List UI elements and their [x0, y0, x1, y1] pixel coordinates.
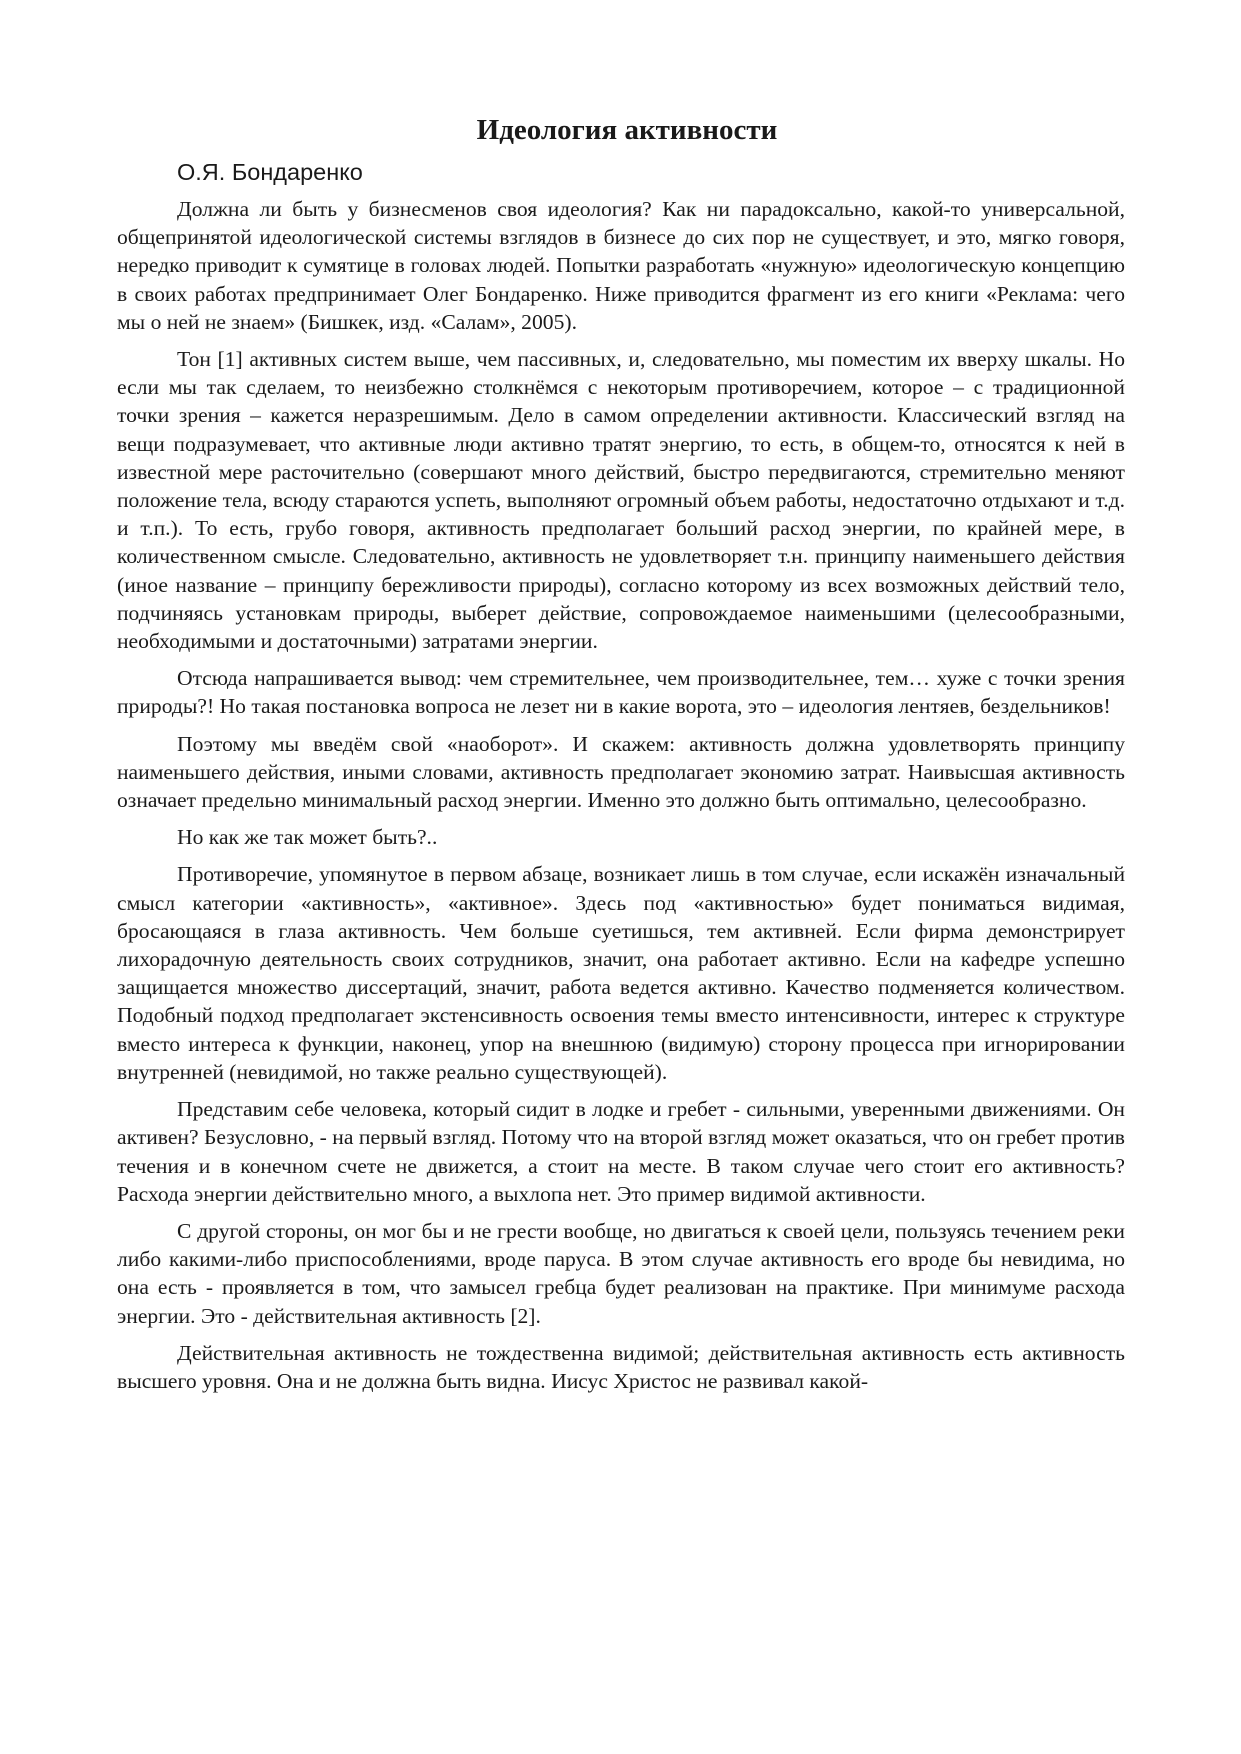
document-page: [117, 112, 1125, 1404]
paragraph-contradiction: Противоречие, упомянутое в первом абзаце, возникает лишь в том случае, если искажён изначальный смысл категории «активность», «активное». Здесь под «активностью» будет пониматься видимая, бросающаяся в глаза активность. Чем больше суетишься, тем активней. Если фирма демонстрирует лихорадочную деятельность своих сотрудников, значит, она работает активно. Если на кафедре успешно защищается множество диссертаций, значит, работа ведется активно. Качество подменяется количеством. Подобный подход предполагает экстенсивность освоения темы вместо интенсивности, интерес к структуре вместо интереса к функции, наконец, упор на внешнюю (видимую) сторону процесса при игнорировании внутренней (невидимой, но также реально существующей).: [117, 862, 1125, 1084]
paragraph-tone: Тон [1] активных систем выше, чем пассивных, и, следовательно, мы поместим их вверху шкалы. Но если мы так сделаем, то неизбежно столкнёмся с некоторым противоречием, которое – с традиционной точки зрения – кажется неразрешимым. Дело в самом определении активности. Классический взгляд на вещи подразумевает, что активные люди активно тратят энергию, то есть, в общем-то, относятся к ней в известной мере расточительно (совершают много действий, быстро передвигаются, стремительно меняют положение тела, всюду стараются успеть, выполняют огромный объем работы, недостаточно отдыхают и т.д. и т.п.). То есть, грубо говоря, активность предполагает больший расход энергии, по крайней мере, в количественном смысле. Следовательно, активность не удовлетворяет т.н. принципу наименьшего действия (иное название – принципу бережливости природы), согласно которому из всех возможных действий тело, подчиняясь установкам природы, выберет действие, сопровождаемое наименьшими (целесообразными, необходимыми и достаточными) затратами энергии.: [117, 347, 1125, 654]
document-author: О.Я. Бондаренко: [177, 159, 363, 185]
paragraph-question: Но как же так может быть?..: [177, 825, 438, 850]
paragraph-intro: Должна ли быть у бизнесменов своя идеология? Как ни парадоксально, какой-то универсальной, общепринятой идеологической системы взглядов в бизнесе до сих пор не существует, и это, мягко говоря, нередко приводит к сумятице в головах людей. Попытки разработать «нужную» идеологическую концепцию в своих работах предпринимает Олег Бондаренко. Ниже приводится фрагмент из его книги «Реклама: чего мы о ней не знаем» (Бишкек, изд. «Салам», 2005).: [117, 197, 1125, 334]
document-title: Идеология активности: [476, 114, 778, 146]
paragraph-boat: Представим себе человека, который сидит в лодке и гребет - сильными, уверенными движениями. Он активен? Безусловно, - на первый взгляд. Потому что на второй взгляд может оказаться, что он гребет против течения и в конечном счете не движется, а стоит на месте. В таком случае чего стоит его активность? Расхода энергии действительно много, а выхлопа нет. Это пример видимой активности.: [117, 1097, 1125, 1206]
paragraph-sail: С другой стороны, он мог бы и не грести вообще, но двигаться к своей цели, пользуясь течением реки либо какими-либо приспособлениями, вроде паруса. В этом случае активность его вроде бы невидима, но она есть - проявляется в том, что замысел гребца будет реализован на практике. При минимуме расхода энергии. Это - действительная активность [2].: [117, 1218, 1125, 1328]
paragraph-conclusion: Отсюда напрашивается вывод: чем стремительнее, чем производительнее, тем… хуже с точки зрения природы?! Но такая постановка вопроса не лезет ни в какие ворота, это – идеология лентяев, бездельников!: [117, 666, 1125, 719]
paragraph-real-activity: Действительная активность не тождественна видимой; действительная активность есть активность высшего уровня. Она и не должна быть видна. Иисус Христос не развивал какой-: [117, 1340, 1125, 1393]
paragraph-inverse: Поэтому мы введём свой «наоборот». И скажем: активность должна удовлетворять принципу наименьшего действия, иными словами, активность предполагает экономию затрат. Наивысшая активность означает предельно минимальный расход энергии. Именно это должно быть оптимально, целесообразно.: [117, 731, 1125, 813]
